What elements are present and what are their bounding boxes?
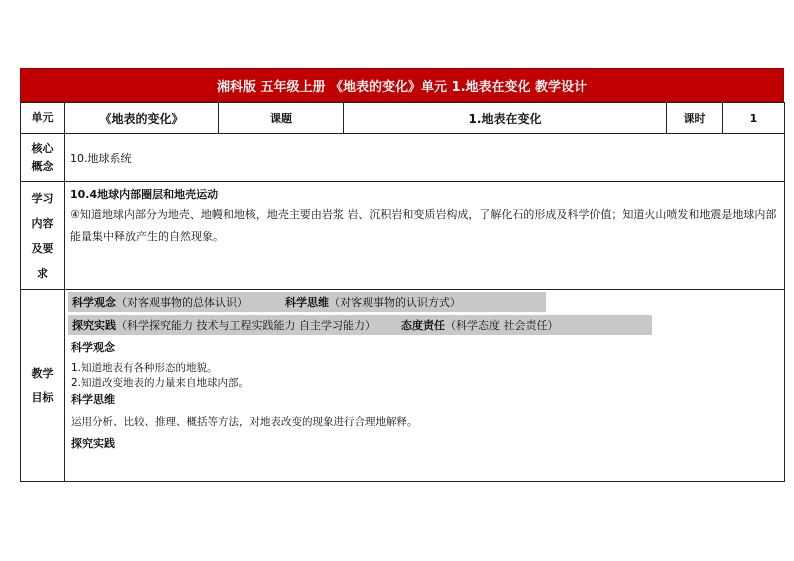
bar1-text-2: （对客观事物的认识方式） [329, 296, 461, 309]
period-value: 1 [723, 103, 785, 134]
goal-section-1-item-2: 2.知道改变地表的力量来自地球内部。 [71, 377, 250, 389]
learning-label-line-1: 学习 [31, 191, 54, 205]
learning-content-label [21, 182, 65, 290]
learning-standard-heading: 10.4地球内部圈层和地壳运动 [70, 188, 219, 201]
bar1-key-2: 科学思维 [285, 296, 329, 309]
unit-value: 《地表的变化》 [65, 103, 219, 134]
learning-label-line-4: 求 [37, 266, 48, 280]
learning-label-line-2: 内容 [31, 216, 54, 230]
unit-row [21, 103, 785, 134]
goal-section-1-item-1: 1.知道地表有各种形态的地貌。 [71, 362, 218, 374]
bar2-text-1: （科学探究能力 技术与工程实践能力 自主学习能力） [116, 319, 376, 332]
bar1-key-1: 科学观念 [72, 296, 116, 309]
document-title-banner: 湘科版 五年级上册 《地表的变化》单元 1.地表在变化 教学设计 [20, 68, 784, 102]
core-concept-row [21, 134, 785, 182]
teaching-goals-label [21, 290, 65, 482]
bar2-text-2: （科学态度 社会责任） [445, 319, 559, 332]
goal-section-2-title: 科学思维 [71, 393, 115, 406]
learning-content-value [65, 182, 785, 290]
goal-section-2-text: 运用分析、比较、推理、概括等方法，对地表改变的现象进行合理地解释。 [71, 416, 418, 428]
learning-label-line-3: 及要 [31, 241, 54, 255]
lesson-value: 1.地表在变化 [344, 103, 667, 134]
bar2-key-2: 态度责任 [401, 319, 445, 332]
learning-content-row [21, 182, 785, 290]
period-label: 课时 [667, 103, 723, 134]
goal-section-3-title: 探究实践 [71, 437, 115, 450]
bar2-key-1: 探究实践 [72, 319, 116, 332]
core-label-line-1: 核心 [31, 141, 54, 155]
unit-label: 单元 [21, 103, 65, 134]
core-label-line-2: 概念 [31, 159, 54, 173]
literacy-bar-1 [68, 292, 781, 312]
goals-label-line-2: 目标 [31, 390, 54, 404]
core-concept-label [21, 134, 65, 182]
literacy-bar-2 [68, 315, 781, 335]
lesson-plan-sheet [20, 68, 784, 482]
lesson-plan-table [20, 102, 785, 482]
core-concept-value: 10.地球系统 [65, 134, 785, 182]
learning-standard-text: ④知道地球内部分为地壳、地幔和地核，地壳主要由岩浆 岩、沉积岩和变质岩构成，了解化石的形成及科学价值；知道火山喷发和地震是地球内部能量集中释放产生的自然现象。 [70, 208, 777, 243]
goals-label-line-1: 教学 [31, 366, 54, 380]
goal-section-1-title: 科学观念 [71, 341, 115, 354]
lesson-label: 课题 [219, 103, 344, 134]
teaching-goals-value [65, 290, 785, 482]
teaching-goals-row [21, 290, 785, 482]
bar1-text-1: （对客观事物的总体认识） [116, 296, 248, 309]
